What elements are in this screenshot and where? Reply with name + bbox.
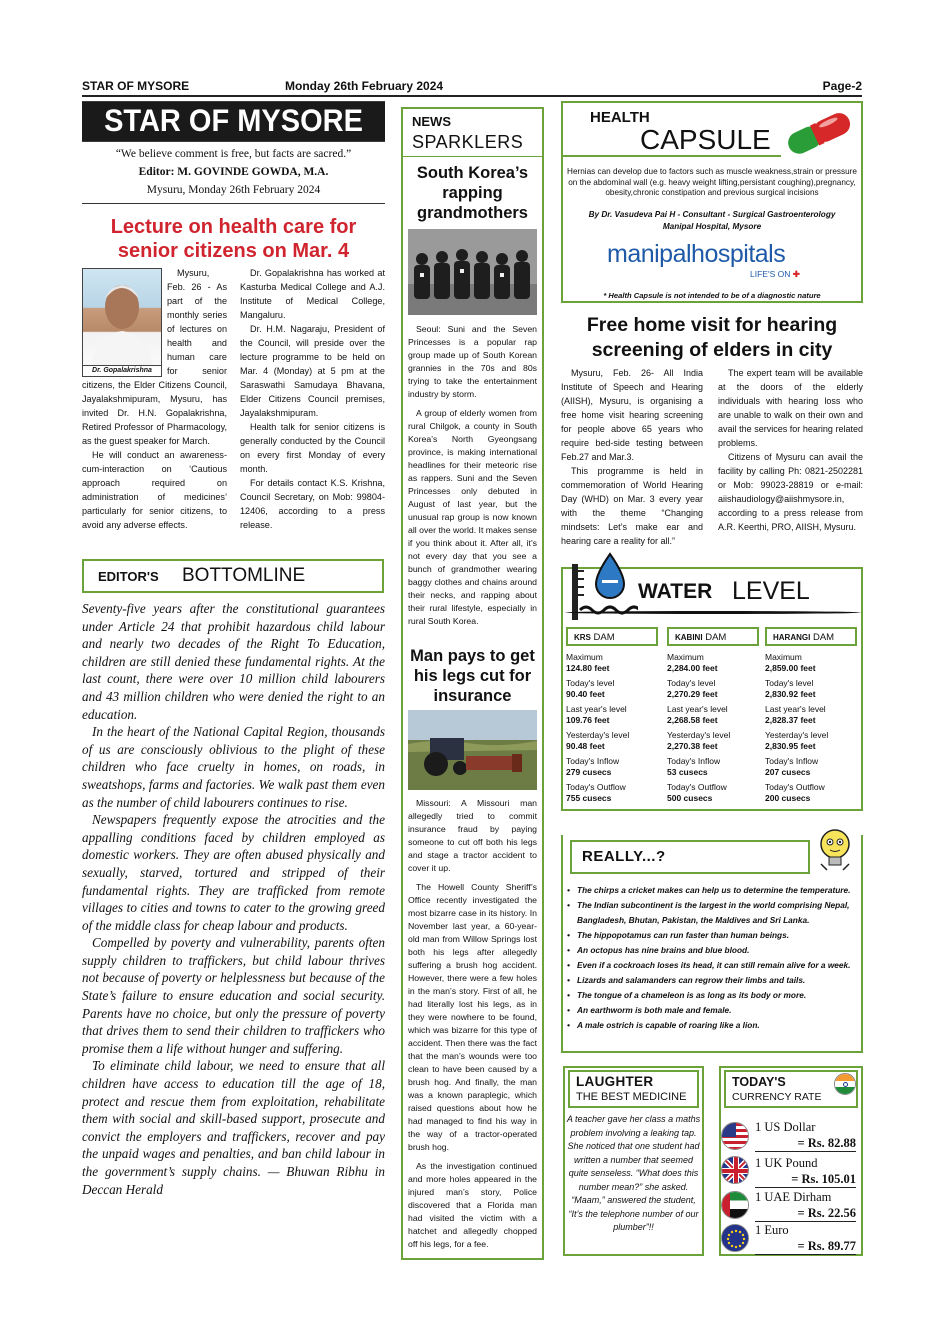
hearing-para-2: This programme is held in commemoration of World Hearing Day (WHD) on Mar. 3 every year with the theme “Changing mindsets: Let’s make ear and hearing care a reality for all.”: [561, 466, 703, 546]
news-article-1: [408, 323, 537, 641]
health-byline-1: By Dr. Vasudeva Pai H - Consultant - Surgical Gastroenterology: [588, 210, 836, 219]
masthead-editor: Editor: M. GOVINDE GOWDA, M.A.: [138, 166, 329, 178]
currency-rate-gbp: = Rs. 105.01: [755, 1172, 856, 1188]
lecture-para-1: Mysuru, Feb. 26 - As part of the monthly series of lectures on health and human care for senior citizens, the Elder Citizens Council, Jayalakshmipuram, Mysuru, has invited Dr. H.N. Gopalakrishna, Retired Professor of Pharmacology, as the guest speaker for March.: [82, 268, 227, 446]
health-title-b: CAPSULE: [640, 124, 771, 155]
fact-item: • The tongue of a chameleon is as long as its body or more.: [565, 988, 861, 1003]
speaker-photo: [82, 268, 162, 366]
lecture-para-4: Dr. H.M. Nagaraju, President of the Council, will preside over the lecture programme to be held on Mar. 4 (Monday) at 5 pm at the Saraswathi Samudaya Bhavana, Elder Citizens Council premises, Jayalakshmipuram.: [240, 324, 385, 418]
manipal-tagline: [750, 269, 800, 280]
news-headline-1: South Korea’s rapping grandmothers: [416, 164, 529, 222]
water-title-b: LEVEL: [732, 577, 810, 605]
editorial-para-2: In the heart of the National Capital Region, thousands of us are consciously oblivious to the plight of these children who face cruelty in homes, on roads, in sweatshops, farms and factories. We walk past them even as the number of child labourers continues to rise.: [82, 724, 385, 810]
hearing-column-1: [561, 366, 703, 551]
harangi-yest-value: 2,830.95 feet: [765, 741, 816, 751]
water-wave: [565, 611, 861, 614]
editorial-body: [82, 600, 385, 1250]
kabini-yest-value: 2,270.38 feet: [667, 741, 718, 751]
editorial-title-box: [82, 559, 384, 593]
harangi-inflow-label: Today's Inflow: [765, 756, 819, 766]
manipal-tagline-text: LIFE'S ON: [750, 269, 791, 279]
fact-item: • The hippopotamus can run faster than human beings.: [565, 928, 861, 943]
health-text: Hernias can develop due to factors such as muscle weakness,strain or pressure on the abdominal wall (e.g. heavy weight lifting,persistant coughing),pregnancy, obesity,chronic constipation and previous surgical incisions: [567, 167, 857, 197]
masthead-title: STAR OF MYSORE: [82, 101, 385, 142]
news-article-2: [408, 797, 537, 1252]
speaker-photo-caption: Dr. Gopalakrishna: [82, 366, 162, 377]
harangi-max-label: Maximum: [765, 652, 802, 662]
lecture-headline: Lecture on health care for senior citizens on Mar. 4: [110, 216, 357, 262]
krs-yest-label: Yesterday's level: [566, 730, 630, 740]
krs-max-value: 124.80 feet: [566, 663, 610, 673]
harangi-last-value: 2,828.37 feet: [765, 715, 816, 725]
lecture-column-1: [82, 266, 227, 551]
currency-name-aed: 1 UAE Dirham: [755, 1190, 832, 1204]
kabini-today-label: Today's level: [667, 678, 716, 688]
lecture-para-6: For details contact K.S. Krishna, Council Secretary, on Mob: 99804-12406, according to a press release.: [240, 478, 385, 530]
health-byline-2: Manipal Hospital, Mysore: [662, 222, 762, 231]
news-headline-2: Man pays to get his legs cut for insurance: [410, 647, 535, 705]
fact-item: • An earthworm is both male and female.: [565, 1003, 861, 1018]
krs-last-label: Last year's level: [566, 704, 627, 714]
hearing-column-2: [718, 366, 863, 551]
uae-flag-icon: [721, 1191, 749, 1219]
krs-last-value: 109.76 feet: [566, 715, 610, 725]
kabini-max-label: Maximum: [667, 652, 704, 662]
harangi-last-label: Last year's level: [765, 704, 826, 714]
currency-rate-usd: = Rs. 82.88: [755, 1136, 856, 1152]
editorial-para-5: To eliminate child labour, we need to ensure that all children have access to education till the age of 18, protect and rescue them from exploitation, rehabilitate them with social and skill-based support, prosecute and convict the employers and traffickers, recover and pay the unpaid wages and penalties, and ban child labour in the government’s supply chains. — Bhuwan Ribhu in Deccan Herald: [82, 1058, 385, 1197]
fact-item: • The chirps a cricket makes can help us to determine the temperature.: [565, 883, 861, 898]
currency-rate-aed: = Rs. 22.56: [755, 1206, 856, 1222]
news-2-para-1: Missouri: A Missouri man allegedly tried to commit insurance fraud by paying someone to cut off both his legs and stage a tractor accident to cover it up.: [408, 798, 537, 873]
fact-item: • A male ostrich is capable of roaring like a lion.: [565, 1018, 861, 1033]
news-title-a: NEWS: [412, 114, 451, 129]
masthead-divider: [82, 203, 385, 204]
currency-name-usd: 1 US Dollar: [755, 1120, 816, 1134]
krs-outflow-value: 755 cusecs: [566, 793, 612, 803]
rapping-grandmothers-photo: [408, 229, 537, 315]
krs-inflow-value: 279 cusecs: [566, 767, 612, 777]
dam-kabini: [667, 627, 759, 808]
dam-krs-title: KRS DAM: [566, 627, 658, 646]
news-title-divider: [403, 156, 542, 157]
editorial-para-4: Compelled by poverty and vulnerability, parents often supply children to traffickers, but child labour thrives not because of poverty or helplessness but because of the State’s failure to ensure education and social security. Parents have no choice, but only the pressure of poverty that drives them to send their children to traffickers who promise them a life without hunger and suffering.: [82, 935, 385, 1056]
kabini-yest-label: Yesterday's level: [667, 730, 731, 740]
harangi-outflow-value: 200 cusecs: [765, 793, 811, 803]
dam-harangi: [765, 627, 857, 808]
laughter-title-a: LAUGHTER: [576, 1074, 654, 1089]
krs-yest-value: 90.48 feet: [566, 741, 605, 751]
kabini-today-value: 2,270.29 feet: [667, 689, 718, 699]
masthead-motto: “We believe comment is free, but facts are sacred.”: [115, 148, 352, 160]
harangi-today-label: Today's level: [765, 678, 814, 688]
hearing-headline: Free home visit for hearing screening of elders in city: [586, 314, 838, 361]
fact-item: • An octopus has nine brains and blue blood.: [565, 943, 861, 958]
currency-rate-eur: = Rs. 89.77: [755, 1239, 856, 1255]
health-note: * Health Capsule is not intended to be of a diagnostic nature: [603, 291, 821, 300]
editorial-title-a: EDITOR'S: [98, 569, 159, 584]
currency-title-b: CURRENCY RATE: [732, 1091, 822, 1103]
harangi-today-value: 2,830.92 feet: [765, 689, 816, 699]
harangi-outflow-label: Today's Outflow: [765, 782, 825, 792]
kabini-max-value: 2,284.00 feet: [667, 663, 718, 673]
krs-today-value: 90.40 feet: [566, 689, 605, 699]
harangi-max-value: 2,859.00 feet: [765, 663, 816, 673]
news-2-para-3: As the investigation continued and more holes appeared in the injured man’s story, Police discovered that a Florida man had visited the victim with a hatchet and allegedly chopped off his legs, for a fee.: [408, 1161, 537, 1249]
currency-name-gbp: 1 UK Pound: [755, 1156, 818, 1170]
header-page-number: Page-2: [822, 79, 862, 93]
header-date: Monday 26th February 2024: [285, 79, 444, 93]
kabini-outflow-value: 500 cusecs: [667, 793, 713, 803]
fact-item: • Lizards and salamanders can regrow their limbs and tails.: [565, 973, 861, 988]
editorial-title-b: BOTTOMLINE: [182, 565, 306, 586]
water-title-a: WATER: [638, 580, 713, 603]
fact-item: • The Indian subcontinent is the largest in the world comprising Nepal, Bangladesh, Bhutan, Pakistan, the Maldives and Sri Lanka.: [565, 898, 861, 928]
krs-outflow-label: Today's Outflow: [566, 782, 626, 792]
news-1-para-1: Seoul: Suni and the Seven Princesses is a popular rap group made up of South Korean grannies in the 70s and 80s trying to take the entertainment industry by storm.: [408, 324, 537, 399]
krs-inflow-label: Today's Inflow: [566, 756, 620, 766]
lightbulb-icon: [813, 826, 857, 876]
lecture-para-5: Health talk for senior citizens is generally conducted by the Council on every first Monday of every month.: [240, 422, 385, 474]
health-title-a: HEALTH: [590, 109, 650, 126]
hearing-para-1: Mysuru, Feb. 26- All India Institute of Speech and Hearing (AIISH), Mysuru, is organising a free home visit hearing screening for people above 65 years who require bed-side testing between Feb.27 and Mar.3.: [561, 368, 703, 462]
harangi-yest-label: Yesterday's level: [765, 730, 829, 740]
kabini-inflow-value: 53 cusecs: [667, 767, 708, 777]
india-flag-icon: [834, 1073, 856, 1095]
kabini-last-value: 2,268.58 feet: [667, 715, 718, 725]
capsule-pill-icon: [780, 108, 860, 158]
tractor-photo: [408, 710, 537, 790]
lecture-column-2: [240, 266, 385, 551]
lecture-para-3: Dr. Gopalakrishna has worked at Kasturba Medical College and A.J. Institute of Medical College, Mangaluru.: [240, 268, 385, 320]
kabini-outflow-label: Today's Outflow: [667, 782, 727, 792]
editorial-para-1: Seventy-five years after the constitutional guarantees under Article 24 that prohibit hazardous child labour and nearly two decades of the Right To Education, children are still denied these fundamental rights. At the last count, there were over 10 million child labourers and 43 million children who were denied the right to an education.: [82, 601, 385, 722]
news-2-para-2: The Howell County Sheriff’s Office recently investigated the most bizarre case in its history. In November last year, a 60-year-old man from Willow Springs lost both his legs after allegedly suffering a brush hog accident. However, there were a few holes in the man’s story. First of all, he had literally lost his legs, as in they were nowhere to be found, which was bizarre for this type of accident. Then there was the fact that the man’s wounds were too clean to have been caused by a brush hog. And finally, the man was a known paraplegic, which raised questions about how he had managed to find his way in the way of a tractor-operated brush hog.: [408, 882, 537, 1152]
lecture-photo-block: [82, 268, 162, 378]
hearing-para-3: The expert team will be available at the doors of the elderly individuals with hearing loss who are unable to walk on their own and avail the services for hearing related problems.: [718, 368, 863, 448]
fact-item: • Even if a cockroach loses its head, it can still remain alive for a week.: [565, 958, 861, 973]
facts-list: [565, 883, 861, 1033]
dam-krs: [566, 627, 658, 808]
harangi-inflow-value: 207 cusecs: [765, 767, 811, 777]
header-paper-name: STAR OF MYSORE: [82, 79, 190, 93]
header-rule: [82, 95, 862, 97]
dam-harangi-title: HARANGI DAM: [765, 627, 857, 646]
currency-title-a: TODAY'S: [732, 1075, 786, 1089]
editorial-para-3: Newspapers frequently expose the atrocities and the appalling conditions faced by children employed as domestic workers. They are often abused physically and sexually, starved, tortured and stripped of their fundamental rights. They are trafficked from remote villages to cities and towns to cater to the growing greed of the middle class for cheap labour and products.: [82, 812, 385, 933]
krs-max-label: Maximum: [566, 652, 603, 662]
manipal-logo: manipalhospitals: [607, 240, 786, 268]
really-title: REALLY...?: [582, 848, 666, 865]
kabini-inflow-label: Today's Inflow: [667, 756, 721, 766]
currency-name-eur: 1 Euro: [755, 1223, 789, 1237]
kabini-last-label: Last year's level: [667, 704, 728, 714]
news-title-b: SPARKLERS: [412, 132, 524, 152]
hearing-para-4: Citizens of Mysuru can avail the facility by calling Ph: 0821-2502281 or Mob: 99023-28819 or e-mail: aiishaudiology@aiishmysore.in, according to a press release from A.R. Keerthi, PRO, AIISH, Mysuru.: [718, 452, 863, 532]
manipal-plus-icon: ✚: [792, 269, 800, 279]
laughter-title-b: THE BEST MEDICINE: [576, 1091, 687, 1103]
us-flag-icon: [721, 1122, 749, 1150]
laughter-joke: A teacher gave her class a maths problem involving a leaking tap. She noticed that one student had written a number that seemed quite senseless. “What does this number mean?” she asked. “Maam,” answered the student, “It’s the telephone number of our plumber”!!: [566, 1114, 701, 1232]
uk-flag-icon: [721, 1156, 749, 1184]
krs-today-label: Today's level: [566, 678, 615, 688]
eu-flag-icon: [721, 1224, 749, 1252]
dam-kabini-title: KABINI DAM: [667, 627, 759, 646]
masthead-dateline: Mysuru, Monday 26th February 2024: [146, 184, 321, 196]
news-1-para-2: A group of elderly women from rural Chilgok, a county in South Korea’s North Gyeongsang province, is making international headlines for their meteoric rise as rappers. Suni and the Seven Princesses only debuted in August of last year, but the unusual rap group is now known all over the world. It makes sense if you think about it. After all, it’s not every day that you see a bunch of grandmother wearing baggy clothes and chains around their necks, and rapping about their rural lifestyle, especially in rural South Korea.: [408, 408, 537, 626]
lecture-para-2: He will conduct an awareness-cum-interaction on ‘Cautious approach required on administration of medicines’ particularly for senior citizens, to avoid any adverse effects.: [82, 450, 227, 530]
